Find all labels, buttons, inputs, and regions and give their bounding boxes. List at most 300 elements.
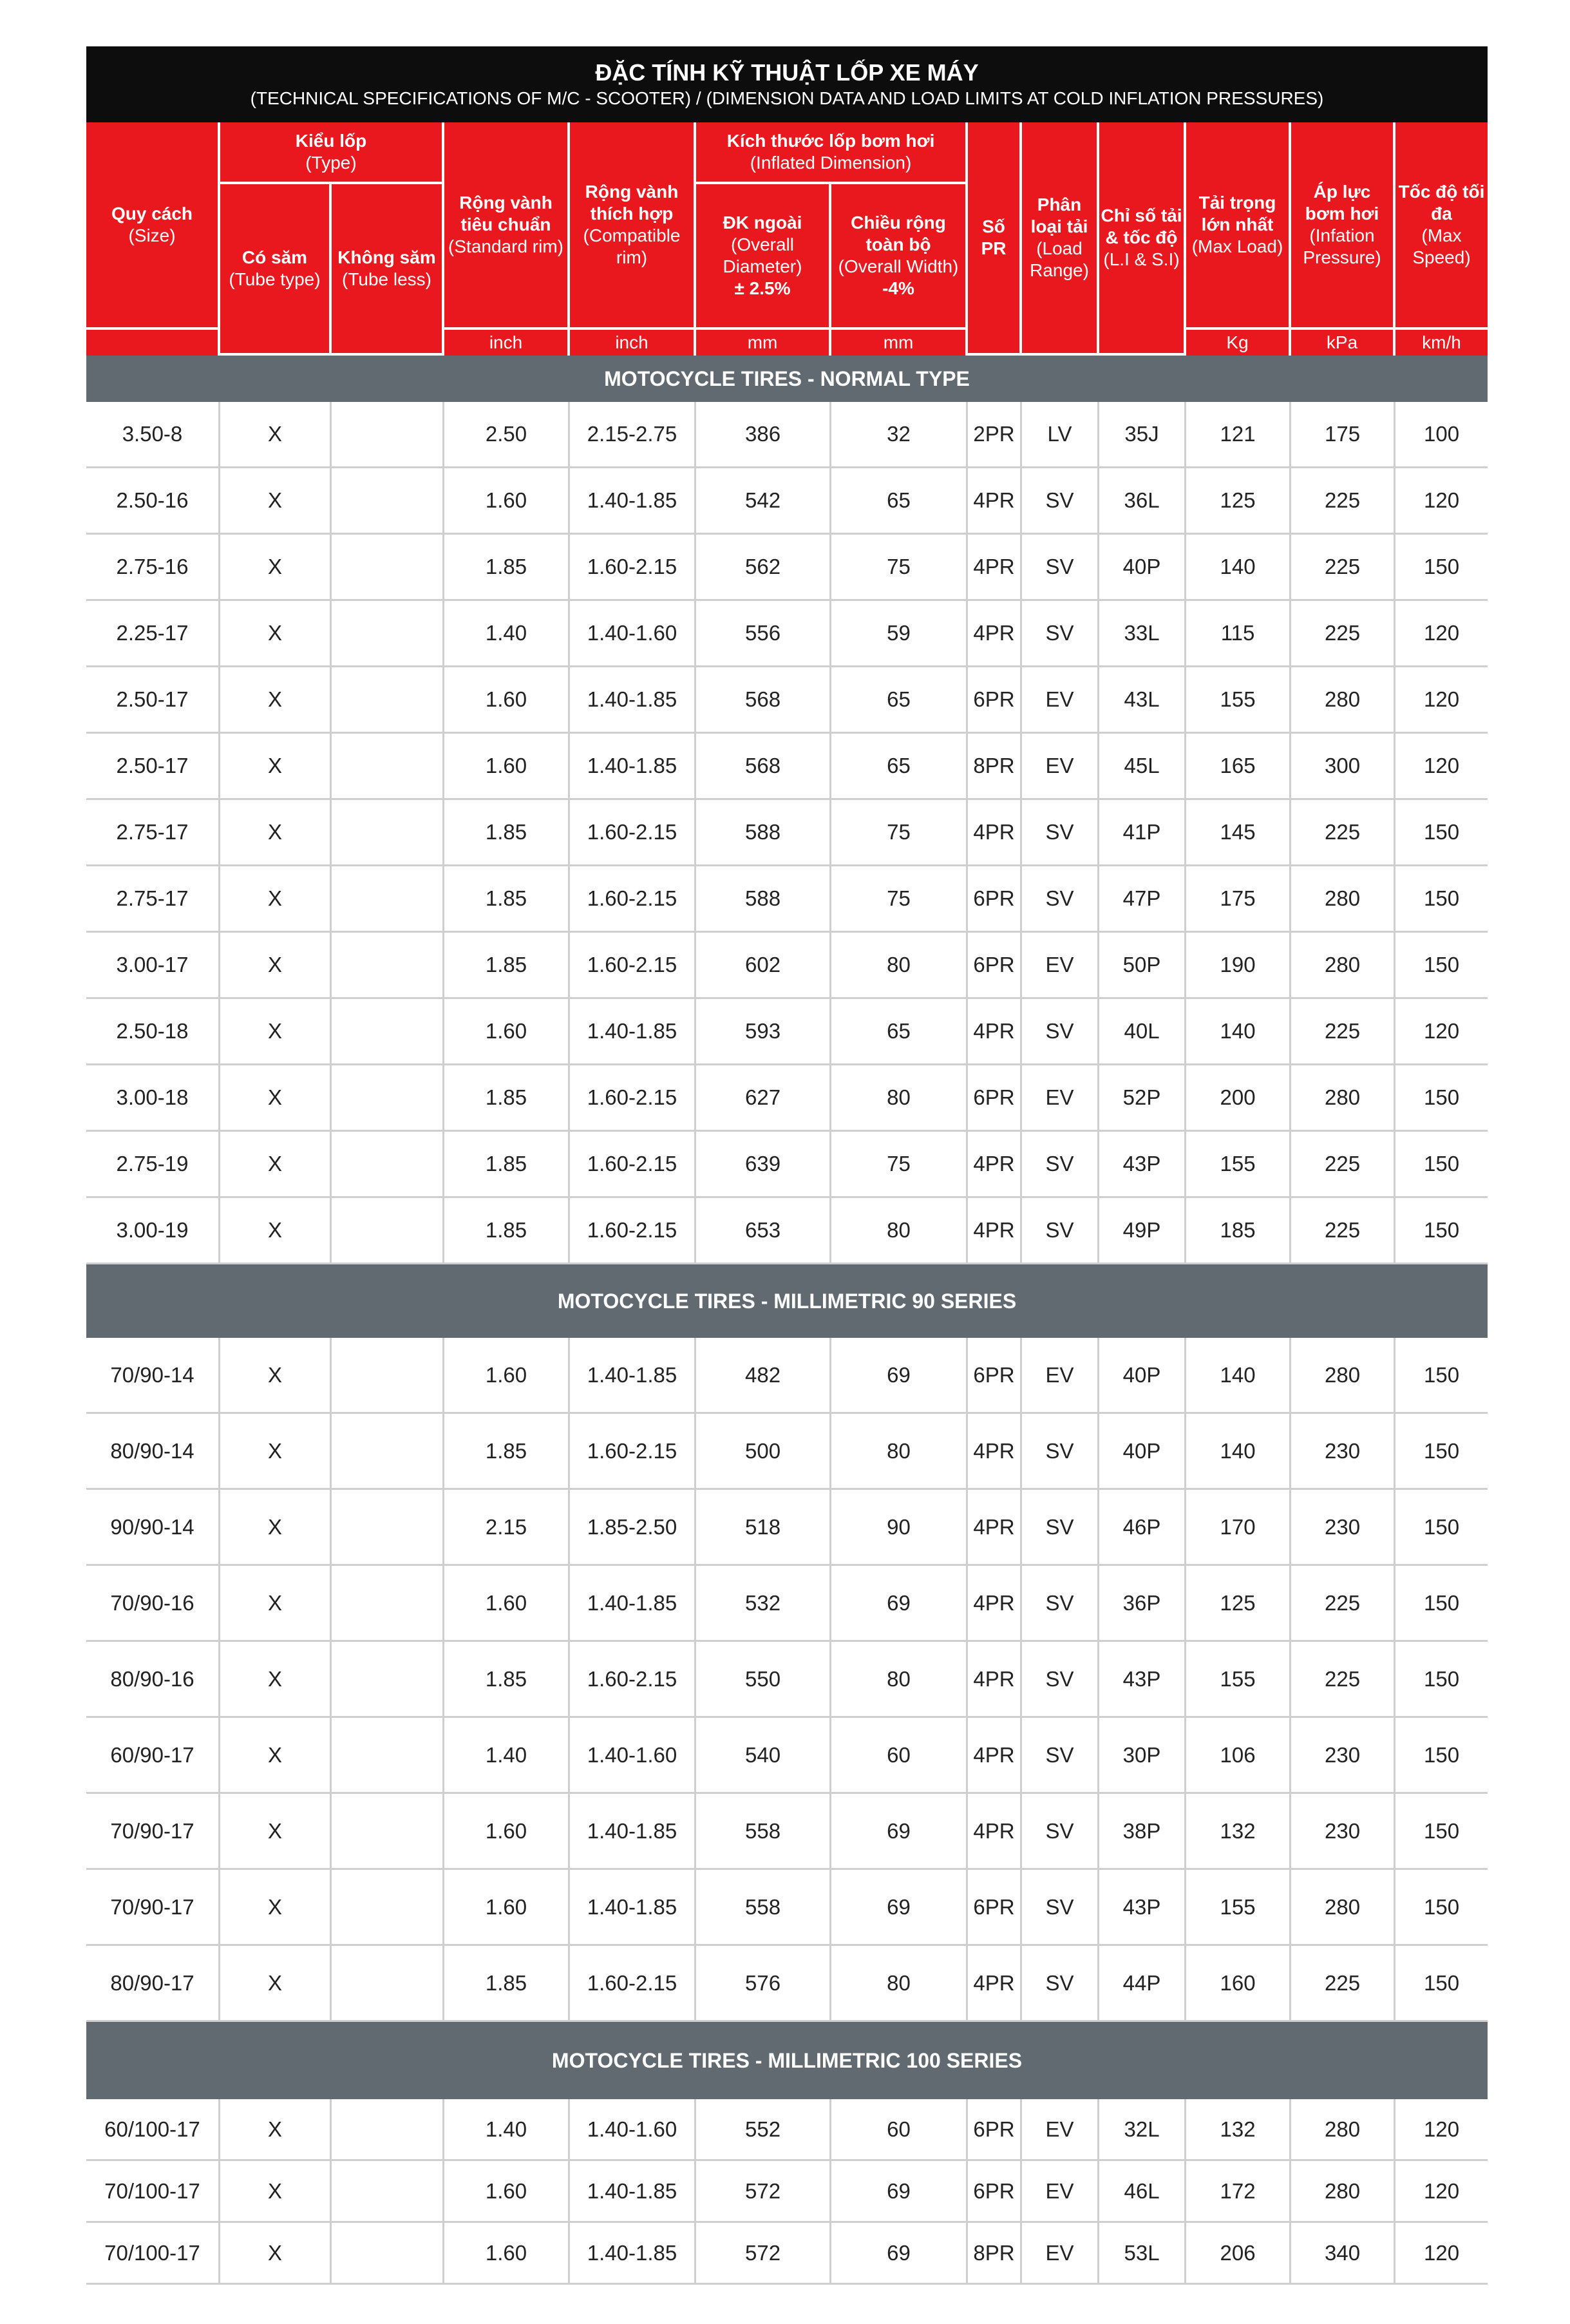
table-row [86,999,1488,1065]
table-cell: 1.60 [444,468,570,535]
table-cell: 4PR [968,1566,1022,1642]
table-cell: 160 [1186,1946,1291,2022]
table-cell: 90/90-14 [86,1490,220,1566]
table-cell [332,1718,444,1794]
table-cell: 49P [1099,1198,1186,1264]
header-size: Quy cách (Size) [86,122,220,330]
table-cell: EV [1022,2223,1099,2285]
table-cell: EV [1022,734,1099,800]
table-cell: SV [1022,1198,1099,1264]
unit-compatible-rim: inch [570,330,696,356]
table-cell: 80 [831,1642,968,1718]
table-cell: SV [1022,601,1099,667]
table-row [86,601,1488,667]
table-cell: 225 [1291,1642,1395,1718]
table-cell: 627 [696,1065,831,1132]
table-cell: 230 [1291,1794,1395,1870]
table-cell: 80/90-17 [86,1946,220,2022]
table-cell: 90 [831,1490,968,1566]
table-cell: 80 [831,1414,968,1490]
table-cell: 46P [1099,1490,1186,1566]
table-cell: X [220,2161,332,2223]
table-cell [332,2099,444,2161]
table-cell [332,1198,444,1264]
table-cell: 1.60-2.15 [570,1198,696,1264]
table-cell: 2.75-17 [86,800,220,866]
header-max-load: Tải trọng lớn nhất (Max Load) [1186,122,1291,330]
table-row [86,1870,1488,1946]
table-cell: 1.60 [444,1794,570,1870]
table-cell: 1.60-2.15 [570,1642,696,1718]
table-cell: 4PR [968,1414,1022,1490]
table-cell: 225 [1291,999,1395,1065]
table-row [86,468,1488,535]
table-cell: 588 [696,800,831,866]
table-cell: 70/100-17 [86,2161,220,2223]
table-cell: 558 [696,1794,831,1870]
table-cell: 500 [696,1414,831,1490]
table-cell: 150 [1395,1946,1488,2022]
table-cell: X [220,402,332,468]
table-cell: 172 [1186,2161,1291,2223]
table-cell: EV [1022,2099,1099,2161]
table-cell: 115 [1186,601,1291,667]
table-row [86,1132,1488,1198]
header-type: Kiểu lốp (Type) [220,122,444,184]
table-cell: 4PR [968,1946,1022,2022]
table-cell: 602 [696,933,831,999]
table-cell: 132 [1186,1794,1291,1870]
table-cell: 120 [1395,468,1488,535]
header-tube-type: Có săm (Tube type) [220,184,332,356]
table-cell: 4PR [968,535,1022,601]
unit-inflation-pressure: kPa [1291,330,1395,356]
table-cell: 32 [831,402,968,468]
table-cell: 80/90-14 [86,1414,220,1490]
table-row [86,535,1488,601]
table-cell [332,1132,444,1198]
table-cell: X [220,1490,332,1566]
table-cell [332,601,444,667]
table-row [86,933,1488,999]
table-cell: 150 [1395,866,1488,933]
table-cell: X [220,1065,332,1132]
table-row [86,1718,1488,1794]
table-cell: 53L [1099,2223,1186,2285]
table-cell: 280 [1291,2099,1395,2161]
table-cell: X [220,1870,332,1946]
table-cell: 50P [1099,933,1186,999]
table-cell: X [220,1718,332,1794]
page-subtitle: (TECHNICAL SPECIFICATIONS OF M/C - SCOOTER) / (DIMENSION DATA AND LOAD LIMITS AT COLD INFLATION PRESSURES) [250,88,1324,108]
table-cell: 36P [1099,1566,1186,1642]
table-cell: 1.40-1.85 [570,999,696,1065]
table-cell: 572 [696,2161,831,2223]
header-load-range: Phân loại tải (Load Range) [1022,122,1099,356]
table-cell: 150 [1395,1870,1488,1946]
table-cell: 1.60 [444,734,570,800]
table-cell: 75 [831,800,968,866]
table-cell: 69 [831,1870,968,1946]
table-cell: 132 [1186,2099,1291,2161]
unit-max-load: Kg [1186,330,1291,356]
table-cell: 572 [696,2223,831,2285]
table-row [86,734,1488,800]
table-cell: 33L [1099,601,1186,667]
table-cell: 518 [696,1490,831,1566]
table-cell: SV [1022,1794,1099,1870]
table-cell: 1.85 [444,800,570,866]
table-cell: X [220,468,332,535]
table-cell: 120 [1395,667,1488,734]
table-cell: 70/100-17 [86,2223,220,2285]
table-cell: 43L [1099,667,1186,734]
table-cell: EV [1022,1338,1099,1414]
table-cell: 1.85 [444,1198,570,1264]
table-cell: 2.50-16 [86,468,220,535]
table-cell: 6PR [968,1870,1022,1946]
table-cell: X [220,866,332,933]
table-cell: X [220,734,332,800]
table-cell: 80 [831,1198,968,1264]
table-cell: 2.75-16 [86,535,220,601]
table-cell: 190 [1186,933,1291,999]
table-cell: 1.40 [444,2099,570,2161]
table-cell: 100 [1395,402,1488,468]
table-cell: 1.60 [444,1338,570,1414]
table-cell: 150 [1395,933,1488,999]
table-cell: 150 [1395,1794,1488,1870]
table-cell: X [220,535,332,601]
table-cell: 1.85 [444,1132,570,1198]
table-row [86,2161,1488,2223]
table-cell: 69 [831,1338,968,1414]
table-cell: 1.60-2.15 [570,1132,696,1198]
header-ply-rating: Số PR [968,122,1022,356]
table-cell: 556 [696,601,831,667]
table-cell: 150 [1395,1198,1488,1264]
table-cell: 6PR [968,1065,1022,1132]
section-title: MOTOCYCLE TIRES - MILLIMETRIC 100 SERIES [86,2022,1488,2099]
table-cell: 3.00-18 [86,1065,220,1132]
title-bar [86,46,1488,122]
table-cell: 1.60-2.15 [570,1065,696,1132]
table-cell: 340 [1291,2223,1395,2285]
table-cell: 1.60-2.15 [570,1946,696,2022]
table-row [86,667,1488,734]
table-cell: 588 [696,866,831,933]
table-cell: 482 [696,1338,831,1414]
section-header [86,1264,1488,1338]
table-cell: 593 [696,999,831,1065]
table-cell: 1.40-1.60 [570,1718,696,1794]
table-cell: SV [1022,800,1099,866]
table-cell: 1.85 [444,1065,570,1132]
table-row [86,1794,1488,1870]
table-cell: X [220,1794,332,1870]
table-cell: 35J [1099,402,1186,468]
table-cell [332,2161,444,2223]
table-cell: 106 [1186,1718,1291,1794]
table-cell: SV [1022,866,1099,933]
table-row [86,1198,1488,1264]
table-row [86,1946,1488,2022]
table-cell: 2PR [968,402,1022,468]
table-cell: 75 [831,1132,968,1198]
table-cell: 568 [696,734,831,800]
table-cell: 4PR [968,601,1022,667]
table-cell: 8PR [968,734,1022,800]
table-cell: 1.40-1.85 [570,667,696,734]
table-cell [332,1065,444,1132]
table-cell: 1.60-2.15 [570,800,696,866]
table-cell: 225 [1291,800,1395,866]
table-cell: X [220,1198,332,1264]
table-cell: 280 [1291,866,1395,933]
table-cell: 120 [1395,999,1488,1065]
table-cell: SV [1022,1490,1099,1566]
table-cell: 4PR [968,1490,1022,1566]
table-cell: 6PR [968,1338,1022,1414]
table-cell: 150 [1395,1718,1488,1794]
table-cell: 59 [831,601,968,667]
table-cell: X [220,667,332,734]
table-cell: 150 [1395,535,1488,601]
table-row [86,1642,1488,1718]
table-row [86,1566,1488,1642]
table-cell: 1.60-2.15 [570,535,696,601]
table-cell: 150 [1395,1065,1488,1132]
table-cell: 550 [696,1642,831,1718]
table-cell: 46L [1099,2161,1186,2223]
table-cell: 125 [1186,468,1291,535]
table-cell: 1.40-1.85 [570,1870,696,1946]
table-cell [332,2223,444,2285]
table-cell: 225 [1291,601,1395,667]
table-row [86,402,1488,468]
table-cell: EV [1022,667,1099,734]
table-cell: SV [1022,1718,1099,1794]
table-cell: 225 [1291,1946,1395,2022]
table-cell: 2.50 [444,402,570,468]
table-cell: 150 [1395,1414,1488,1490]
table-cell: 6PR [968,933,1022,999]
table-cell: 43P [1099,1132,1186,1198]
table-cell: 568 [696,667,831,734]
table-cell: 175 [1291,402,1395,468]
table-cell: 32L [1099,2099,1186,2161]
table-cell [332,1642,444,1718]
header-inflated-dimension: Kích thước lốp bơm hơi (Inflated Dimension) [696,122,968,184]
table-cell: 225 [1291,1566,1395,1642]
table-cell [332,1490,444,1566]
table-row [86,1065,1488,1132]
table-cell: 653 [696,1198,831,1264]
table-cell: 1.85-2.50 [570,1490,696,1566]
table-cell: 150 [1395,1490,1488,1566]
table-cell: X [220,999,332,1065]
table-cell: 175 [1186,866,1291,933]
table-cell: 230 [1291,1718,1395,1794]
table-cell: 80/90-16 [86,1642,220,1718]
table-cell: 386 [696,402,831,468]
table-cell: 225 [1291,1198,1395,1264]
table-row [86,1490,1488,1566]
table-cell: 69 [831,2161,968,2223]
table-cell: 140 [1186,999,1291,1065]
table-cell: 4PR [968,1198,1022,1264]
table-cell [332,402,444,468]
table-cell: 120 [1395,734,1488,800]
table-body [86,356,1488,2285]
table-cell: 576 [696,1946,831,2022]
table-cell: 1.60 [444,2223,570,2285]
table-cell: 1.85 [444,1642,570,1718]
table-cell: 80 [831,933,968,999]
table-cell: 30P [1099,1718,1186,1794]
table-cell: 558 [696,1870,831,1946]
table-cell: SV [1022,1946,1099,2022]
table-cell: 225 [1291,468,1395,535]
table-cell: 3.00-19 [86,1198,220,1264]
table-cell [332,535,444,601]
table-cell: 300 [1291,734,1395,800]
table-cell: 70/90-17 [86,1794,220,1870]
spec-table [86,122,1488,2285]
table-cell: 552 [696,2099,831,2161]
table-cell: 1.40-1.85 [570,468,696,535]
header-inflation-pressure: Áp lực bơm hơi (Infation Pressure) [1291,122,1395,330]
table-cell: 225 [1291,535,1395,601]
table-cell: 43P [1099,1642,1186,1718]
table-cell: 2.75-17 [86,866,220,933]
table-cell: 120 [1395,2161,1488,2223]
table-cell: 280 [1291,933,1395,999]
table-cell: 225 [1291,1132,1395,1198]
header-overall-width: Chiều rộng toàn bộ (Overall Width) -4% [831,184,968,330]
table-row [86,1414,1488,1490]
table-cell: 1.85 [444,535,570,601]
unit-overall-width: mm [831,330,968,356]
table-cell: 1.40-1.60 [570,2099,696,2161]
header-max-speed: Tốc độ tối đa (Max Speed) [1395,122,1488,330]
table-cell: 532 [696,1566,831,1642]
table-cell: 2.15-2.75 [570,402,696,468]
table-cell: 1.40-1.60 [570,601,696,667]
table-cell: 1.60 [444,999,570,1065]
table-cell: X [220,1338,332,1414]
table-cell: 280 [1291,1065,1395,1132]
table-cell: 60 [831,1718,968,1794]
table-cell: 280 [1291,1338,1395,1414]
table-cell: 8PR [968,2223,1022,2285]
table-cell [332,800,444,866]
table-cell: X [220,1946,332,2022]
table-cell: 6PR [968,866,1022,933]
table-cell: 200 [1186,1065,1291,1132]
table-cell: 70/90-17 [86,1870,220,1946]
table-row [86,866,1488,933]
table-cell: 80 [831,1946,968,2022]
table-row [86,1338,1488,1414]
table-cell: 155 [1186,1642,1291,1718]
table-cell: 542 [696,468,831,535]
table-cell: 165 [1186,734,1291,800]
table-cell [332,1946,444,2022]
table-cell: 60/100-17 [86,2099,220,2161]
table-cell: 80 [831,1065,968,1132]
table-cell: 69 [831,2223,968,2285]
table-cell: SV [1022,1870,1099,1946]
table-cell: 4PR [968,468,1022,535]
table-cell: 1.85 [444,866,570,933]
table-cell [332,1566,444,1642]
table-cell: 170 [1186,1490,1291,1566]
table-cell [332,1794,444,1870]
table-cell: 4PR [968,800,1022,866]
spec-sheet [86,46,1488,2285]
table-cell: 1.40-1.85 [570,1794,696,1870]
table-cell: SV [1022,1642,1099,1718]
table-cell: 140 [1186,535,1291,601]
table-cell: 150 [1395,1338,1488,1414]
table-cell: 1.40 [444,601,570,667]
table-cell: 150 [1395,1566,1488,1642]
table-cell: SV [1022,999,1099,1065]
table-cell: 69 [831,1794,968,1870]
table-cell: X [220,2099,332,2161]
table-cell: 3.50-8 [86,402,220,468]
table-cell: SV [1022,535,1099,601]
table-cell: 155 [1186,1132,1291,1198]
table-cell: 6PR [968,2099,1022,2161]
header-load-speed-index: Chỉ số tải & tốc độ (L.I & S.I) [1099,122,1186,356]
table-cell: 6PR [968,2161,1022,2223]
table-cell: EV [1022,2161,1099,2223]
table-cell: 45L [1099,734,1186,800]
table-cell: 65 [831,999,968,1065]
table-cell: X [220,933,332,999]
header-size-unit [86,330,220,356]
table-cell: 4PR [968,999,1022,1065]
table-cell: SV [1022,468,1099,535]
header-standard-rim: Rộng vành tiêu chuẩn (Standard rim) [444,122,570,330]
table-cell [332,999,444,1065]
table-cell: X [220,800,332,866]
table-cell: 1.85 [444,1414,570,1490]
table-cell: 1.60-2.15 [570,866,696,933]
table-cell: 639 [696,1132,831,1198]
table-cell: 1.60 [444,1566,570,1642]
table-cell: 2.15 [444,1490,570,1566]
table-cell: 120 [1395,601,1488,667]
table-cell: LV [1022,402,1099,468]
table-cell: 43P [1099,1870,1186,1946]
header-tubeless: Không săm (Tube less) [332,184,444,356]
table-cell: 1.60 [444,2161,570,2223]
table-cell: EV [1022,1065,1099,1132]
table-cell: 120 [1395,2223,1488,2285]
table-cell: 40P [1099,1338,1186,1414]
table-cell: 230 [1291,1414,1395,1490]
table-cell: EV [1022,933,1099,999]
section-header [86,2022,1488,2099]
unit-max-speed: km/h [1395,330,1488,356]
page-title: ĐẶC TÍNH KỸ THUẬT LỐP XE MÁY [595,59,979,86]
table-cell: 36L [1099,468,1186,535]
table-cell: 280 [1291,1870,1395,1946]
table-cell: SV [1022,1566,1099,1642]
